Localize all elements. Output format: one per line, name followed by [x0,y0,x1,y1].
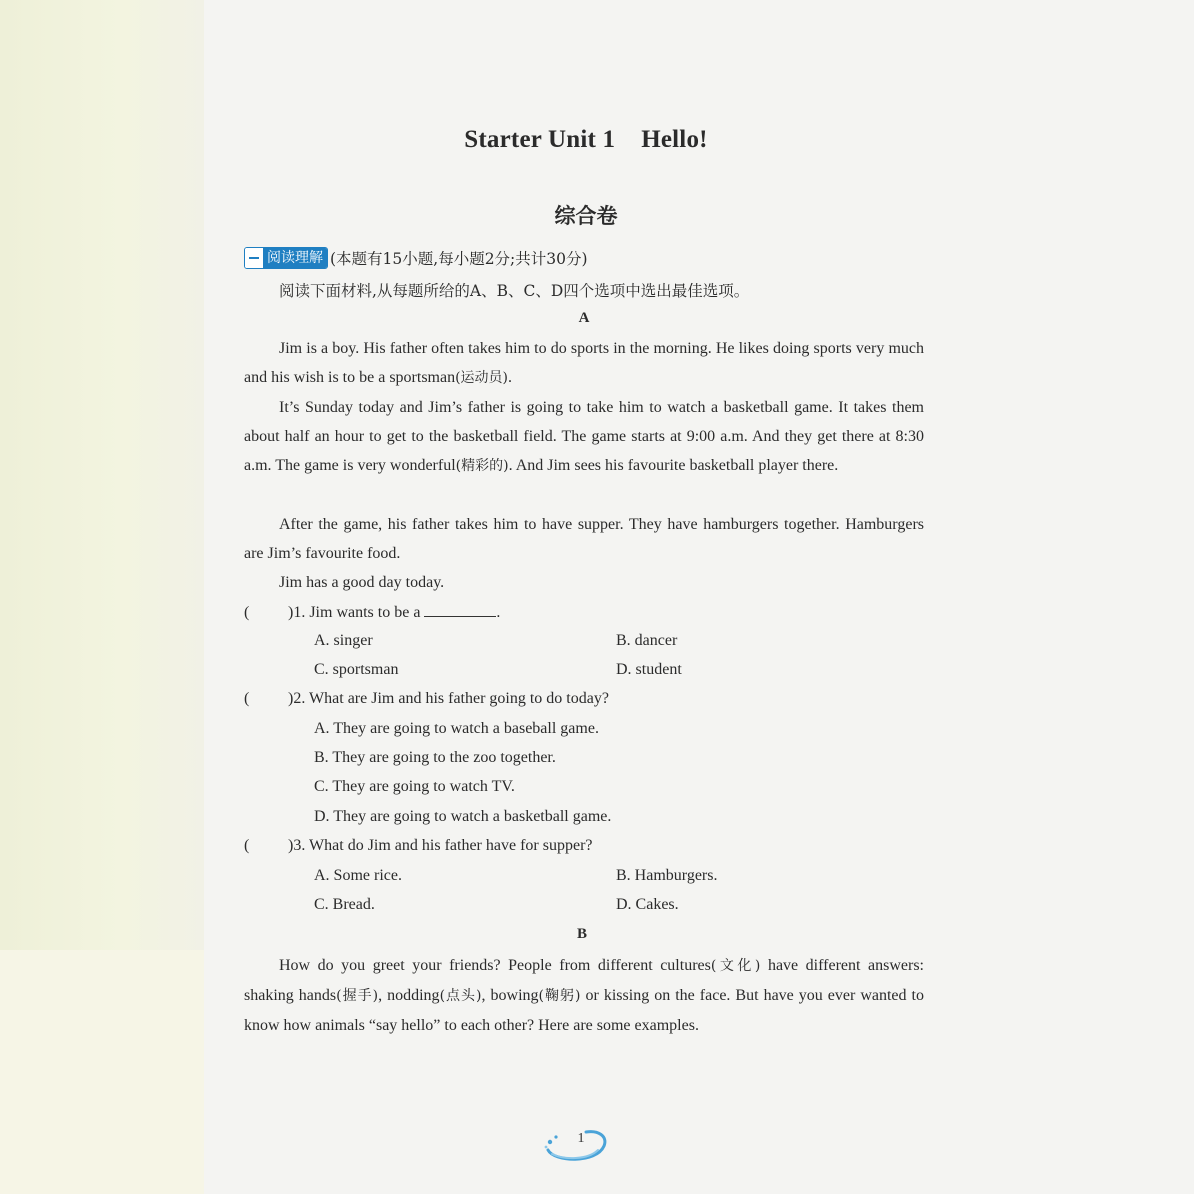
q1-option-a: A. singer [314,632,373,649]
q2-option-a: A. They are going to watch a baseball game. [314,720,599,737]
answer-paren: ( [244,690,250,707]
passage-a-paragraph-3: After the game, his father takes him to have supper. They have hamburgers together. Hamburgers are Jim’s favourite food. [244,516,924,563]
q1-option-c: C. sportsman [314,661,399,678]
passage-a-paragraph-4: Jim has a good day today. [279,574,445,591]
question-2 [244,690,609,708]
page-subtitle: 综合卷 [554,203,618,228]
question-stem: )1. Jim wants to be a [288,604,421,621]
page-number: 1 [577,1131,585,1146]
page-title [204,126,968,154]
q2-option-c: C. They are going to watch TV. [314,778,515,795]
q2-option-b: B. They are going to the zoo together. [314,749,556,766]
answer-blank [424,602,496,617]
book-spine-lower-shade [0,950,204,1194]
title-unit: Starter Unit 1 [464,126,616,153]
title-hello: Hello! [641,126,708,153]
q3-option-d: D. Cakes. [616,896,679,913]
section-number-one-icon [245,248,263,268]
q3-option-b: B. Hamburgers. [616,867,718,884]
q2-option-d: D. They are going to watch a basketball game. [314,808,612,825]
section-header [244,247,588,269]
q1-option-b: B. dancer [616,632,678,649]
section-instruction: 阅读下面材料,从每题所给的A、B、C、D四个选项中选出最佳选项。 [279,282,750,300]
passage-b-paragraph-1: How do you greet your friends? People from different cultures(文化) have different answers: shaking hands(握手), nodding(点头), bowing(鞠躬) or kissing on the face. But have you ever wanted to know how animals “say hello” to each other? Here are some examples. [244,957,924,1035]
question-stem: )2. What are Jim and his father going to do today? [288,690,609,707]
passage-a-paragraph-1: Jim is a boy. His father often takes him to do sports in the morning. He likes doing sports very much and his wish is to be a sportsman(运动员). [244,340,924,387]
answer-paren: ( [244,604,250,621]
question-3 [244,837,593,855]
question-stem: )3. What do Jim and his father have for supper? [288,837,593,854]
section-badge-label: 阅读理解 [263,248,327,268]
q1-option-d: D. student [616,661,682,678]
q3-option-c: C. Bread. [314,896,375,913]
question-1: ( )1. Jim wants to be a . [244,604,501,621]
passage-a-paragraph-2: It’s Sunday today and Jim’s father is going to take him to watch a basketball game. It takes them about half an hour to get to the basketball field. The game starts at 9:00 a.m. And they get there at 8:30 a.m. The game is very wonderful(精彩的). And Jim sees his favourite basketball player there. [244,399,924,475]
q3-option-a: A. Some rice. [314,867,402,884]
section-note: (本题有15小题,每小题2分;共计30分) [330,250,588,268]
answer-paren: ( [244,837,250,854]
passage-b-label: B [576,926,587,942]
section-badge [244,247,328,269]
passage-a-label: A [578,310,590,326]
